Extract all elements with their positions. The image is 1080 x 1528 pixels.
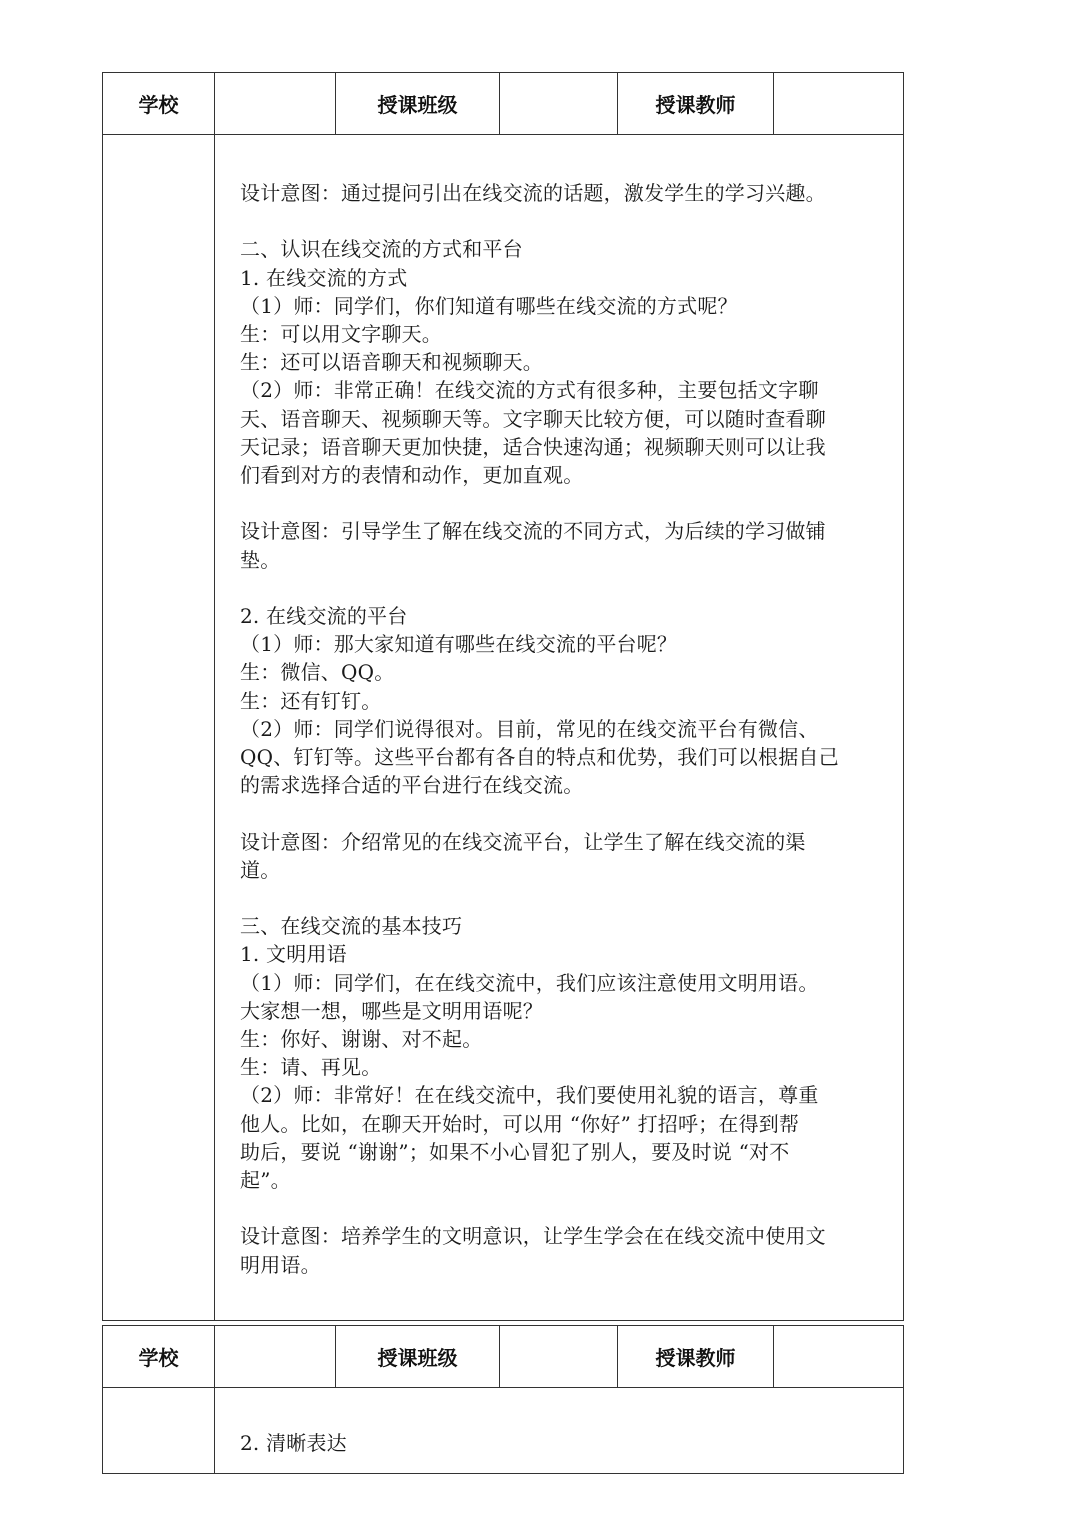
school-value-cell[interactable] [215,73,336,134]
text-line: 助后，要说 “谢谢”；如果不小心冒犯了别人，要及时说 “对不 [240,1139,790,1164]
text-line: 2. 清晰表达 [240,1431,347,1455]
teacher-label: 授课教师 [618,1326,774,1387]
text-line: 的需求选择合适的平台进行在线交流。 [240,773,584,798]
paragraph-gap [240,207,869,235]
table-body-row [103,135,903,1320]
text-line: 明用语。 [240,1252,321,1277]
paragraph-gap [240,799,869,827]
school-value-cell[interactable] [215,1326,336,1387]
text-line: （2）师：同学们说得很对。目前，常见的在线交流平台有微信、 [240,716,819,741]
table-body-row [103,1388,903,1473]
school-label: 学校 [103,1326,215,1387]
text-line: （1）师：同学们，你们知道有哪些在线交流的方式呢？ [240,293,738,318]
text-line: 设计意图：介绍常见的在线交流平台，让学生了解在线交流的渠 [240,829,806,854]
text-line: 大家想一想，哪些是文明用语呢？ [240,998,543,1023]
teacher-value-cell[interactable] [774,1326,903,1387]
text-line: 生：可以用文字聊天。 [240,322,442,346]
text-line: 天记录；语音聊天更加快捷，适合快速沟通；视频聊天则可以让我 [240,434,826,459]
left-blank-cell [103,135,215,1320]
lesson-plan-table-1 [102,72,904,1321]
text-line: （1）师：那大家知道有哪些在线交流的平台呢？ [240,632,678,657]
text-line: （2）师：非常正确！在线交流的方式有很多种，主要包括文字聊 [240,378,819,403]
paragraph-gap [240,574,869,602]
text-line: 生：还有钉钉。 [240,688,382,713]
text-line: 设计意图：通过提问引出在线交流的话题，激发学生的学习兴趣。 [240,181,826,205]
paragraph-gap [240,489,869,517]
text-line: 垫。 [240,547,281,572]
text-line: 设计意图：引导学生了解在线交流的不同方式，为后续的学习做铺 [240,519,826,544]
text-line: 道。 [240,857,281,882]
text-line: 他人。比如，在聊天开始时，可以用 “你好” 打招呼；在得到帮 [240,1111,800,1136]
text-line: 们看到对方的表情和动作，更加直观。 [240,463,584,488]
text-line: 生：你好、谢谢、对不起。 [240,1027,483,1052]
table-header-row [103,73,903,135]
class-label: 授课班级 [336,1326,500,1387]
teacher-label: 授课教师 [618,73,774,134]
class-value-cell[interactable] [500,73,618,134]
paragraph-gap [240,1194,869,1222]
class-value-cell[interactable] [500,1326,618,1387]
text-line: 起”。 [240,1168,291,1193]
text-line: 生：还可以语音聊天和视频聊天。 [240,350,543,375]
text-line: （2）师：非常好！在在线交流中，我们要使用礼貌的语言，尊重 [240,1083,819,1108]
lesson-content [215,135,903,1320]
lesson-plan-table-2 [102,1325,904,1474]
text-line: 天、语音聊天、视频聊天等。文字聊天比较方便，可以随时查看聊 [240,406,826,431]
school-label: 学校 [103,73,215,134]
class-label: 授课班级 [336,73,500,134]
left-blank-cell [103,1388,215,1473]
text-line: 2. 在线交流的平台 [240,604,408,628]
text-line: 二、认识在线交流的方式和平台 [240,237,523,262]
text-line: 生：请、再见。 [240,1055,382,1080]
text-line: （1）师：同学们，在在线交流中，我们应该注意使用文明用语。 [240,970,819,995]
lesson-content [215,1388,903,1473]
teacher-value-cell[interactable] [774,73,903,134]
text-line: 三、在线交流的基本技巧 [240,914,463,939]
text-line: 设计意图：培养学生的文明意识，让学生学会在在线交流中使用文 [240,1224,826,1249]
text-line: 1. 文明用语 [240,942,347,967]
text-line: 1. 在线交流的方式 [240,265,408,290]
table-header-row [103,1326,903,1388]
text-line: 生：微信、QQ。 [240,660,395,685]
paragraph-gap [240,884,869,912]
text-line: QQ、钉钉等。这些平台都有各自的特点和优势，我们可以根据自己 [240,745,839,770]
